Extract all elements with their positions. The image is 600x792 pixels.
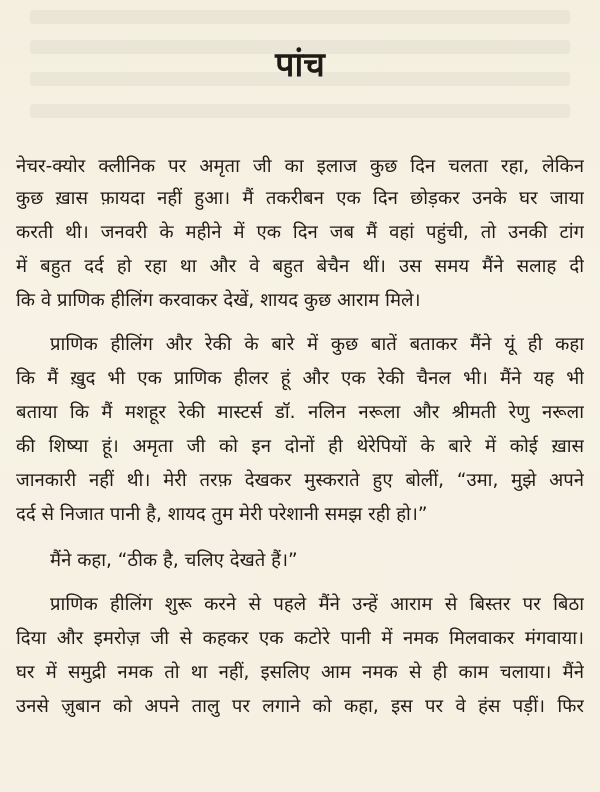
text-line: कुछ ख़ास फ़ायदा नहीं हुआ। मैं तकरीबन एक दिन छोड़कर उनके घर जाया — [16, 188, 584, 209]
text-line: प्राणिक हीलिंग शुरू करने से पहले मैंने उन्हें आराम से बिस्तर पर बिठा — [50, 594, 584, 615]
text-line: कि वे प्राणिक हीलिंग करवाकर देखें, शायद कुछ आराम मिले। — [16, 290, 421, 311]
text-line: दर्द से निजात पानी है, शायद तुम मेरी परेशानी समझ रही हो।” — [16, 504, 428, 525]
text-line: उनसे ज़ुबान को अपने तालु पर लगाने को कहा, इस पर वे हंस पड़ीं। फिर — [16, 696, 584, 717]
text-line: की शिष्या हूं। अमृता जी को इन दोनों ही थेरेपियों के बारे में कोई ख़ास — [16, 436, 584, 457]
text-line: प्राणिक हीलिंग और रेकी के बारे में कुछ बातें बताकर मैंने यूं ही कहा — [50, 334, 584, 355]
show-through-line — [30, 104, 570, 118]
text-line: मैंने कहा, “ठीक है, चलिए देखते हैं।” — [50, 550, 298, 571]
text-line: कि मैं ख़ुद भी एक प्राणिक हीलर हूं और एक रेकी चैनल भी। मैंने यह भी — [16, 368, 584, 389]
show-through-line — [30, 10, 570, 24]
text-line: घर में समुद्री नमक तो था नहीं, इसलिए आम नमक से ही काम चलाया। मैंने — [16, 662, 584, 683]
text-line: बताया कि मैं मशहूर रेकी मास्टर्स डॉ. नलिन नरूला और श्रीमती रेणु नरूला — [16, 402, 584, 423]
text-line: नेचर-क्योर क्लीनिक पर अमृता जी का इलाज कुछ दिन चलता रहा, लेकिन — [16, 156, 584, 177]
text-line: जानकारी नहीं थी। मेरी तरफ़ देखकर मुस्कराते हुए बोलीं, “उमा, मुझे अपने — [16, 470, 584, 491]
text-line: दिया और इमरोज़ जी से कहकर एक कटोरे पानी में नमक मिलवाकर मंगवाया। — [16, 628, 584, 649]
chapter-title: पांच — [275, 45, 325, 85]
text-line: में बहुत दर्द हो रहा था और वे बहुत बेचैन थीं। उस समय मैंने सलाह दी — [16, 256, 584, 277]
text-line: करती थी। जनवरी के महीने में एक दिन जब मैं वहां पहुंची, तो उनकी टांग — [16, 222, 584, 243]
